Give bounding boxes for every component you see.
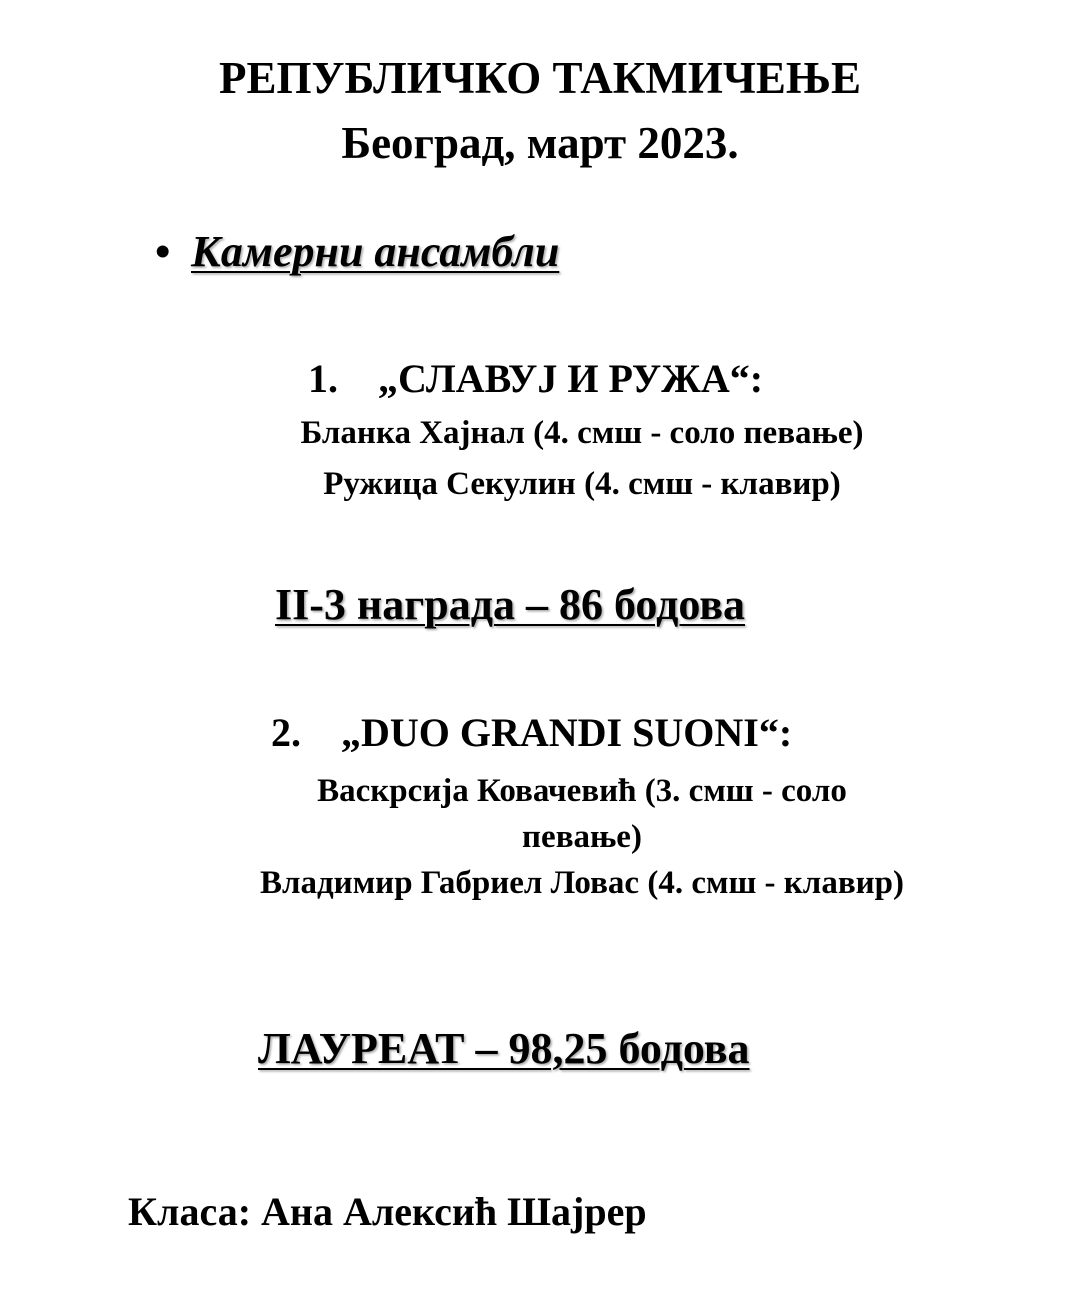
ensemble-1-member-1: Бланка Хајнал (4. смш - соло певање) [300, 415, 864, 451]
ensemble-2-award: ЛАУРЕАТ – 98,25 бодова [258, 1024, 750, 1073]
ensemble-2-heading [271, 709, 792, 756]
ensemble-2-number: 2. [271, 710, 301, 755]
ensemble-1-number: 1. [308, 356, 338, 401]
page-subtitle: Београд, март 2023. [341, 118, 739, 168]
ensemble-2-member-1: Васкрсија Ковачевић (3. смш - соло певање) [317, 773, 847, 855]
ensemble-2-member-2: Владимир Габриел Ловас (4. смш - клавир) [259, 865, 905, 901]
class-teacher-line: Класа: Ана Алексић Шајрер [128, 1189, 647, 1234]
page-title: РЕПУБЛИЧКО ТАКМИЧЕЊЕ [219, 53, 861, 103]
ensemble-2-name: „DUO GRANDI SUONI“: [341, 710, 793, 755]
ensemble-1-member-2: Ружица Секулин (4. смш - клавир) [323, 466, 841, 502]
ensemble-1-award: II-3 награда – 86 бодова [275, 580, 746, 629]
bullet-icon: • [155, 227, 171, 276]
section-heading: Камерни ансамбли [191, 227, 560, 276]
section-heading-row [155, 226, 559, 277]
ensemble-1-heading [308, 355, 763, 402]
ensemble-1-name: „СЛАВУЈ И РУЖА“: [378, 356, 764, 401]
